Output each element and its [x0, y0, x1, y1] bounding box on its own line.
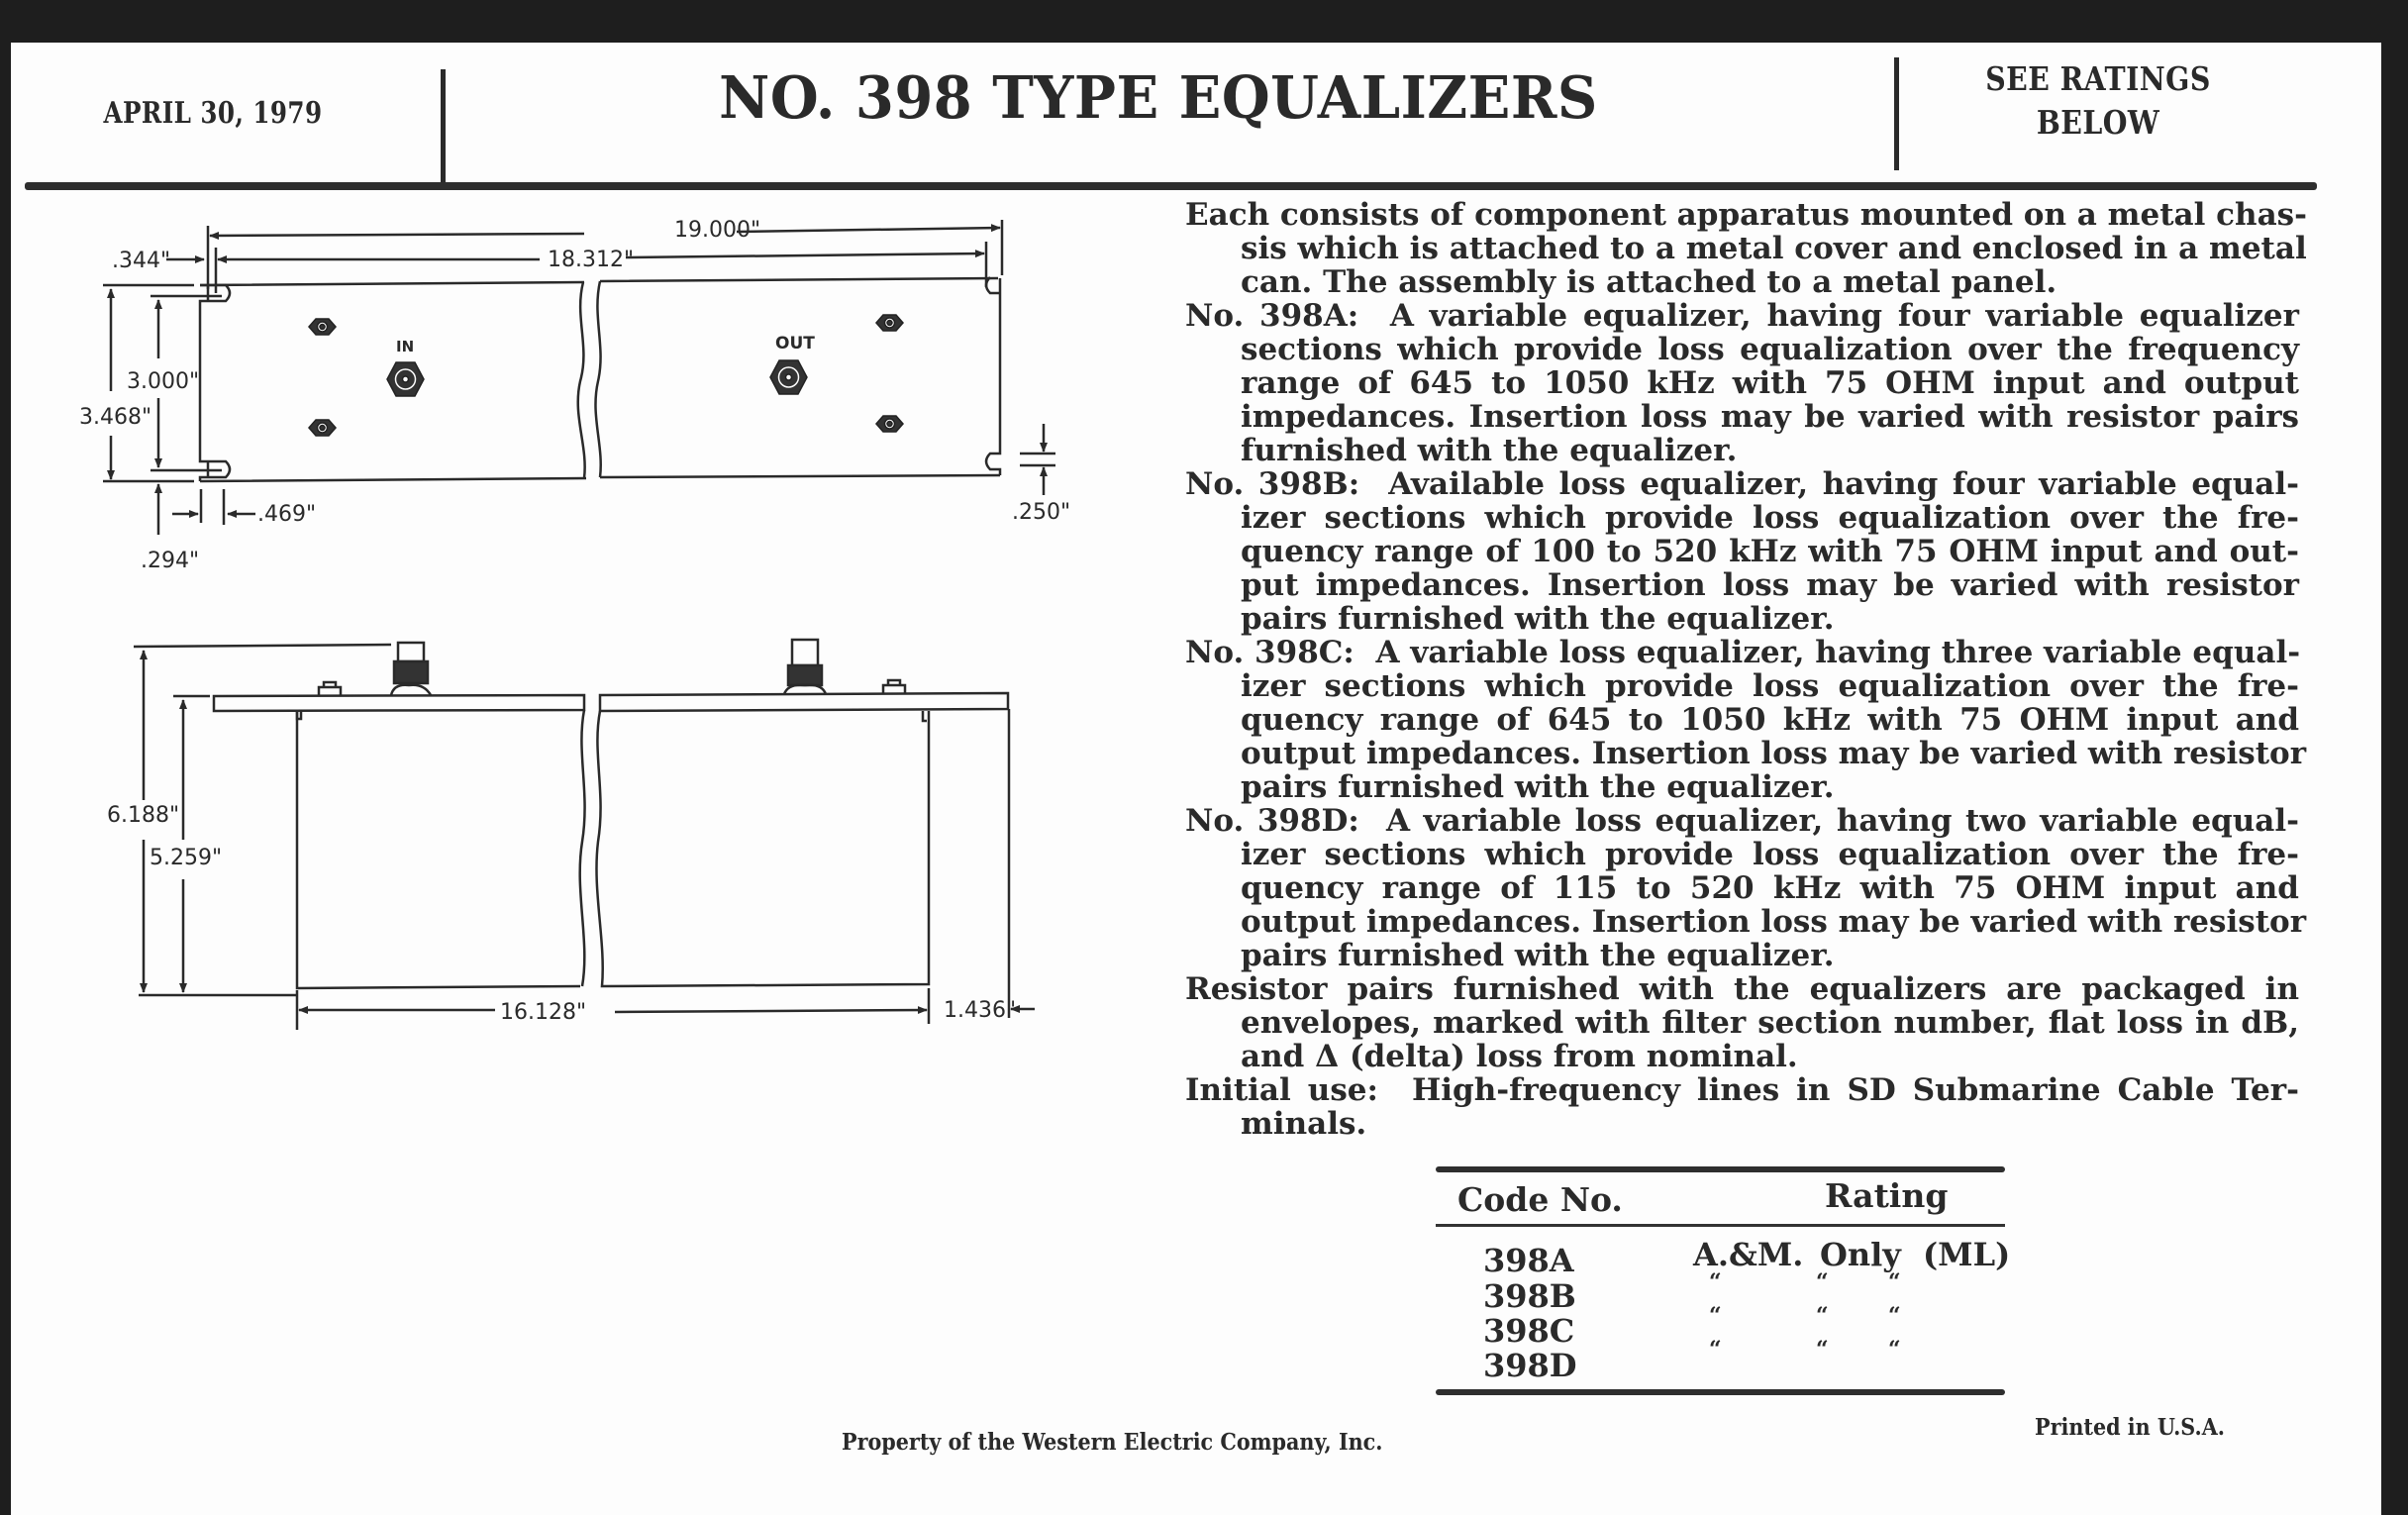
row-rating-1: “	[1709, 1303, 1722, 1329]
rating-note	[1915, 57, 2281, 145]
ratings-table	[1436, 1166, 2011, 1399]
dim-label-469: .469"	[257, 502, 317, 527]
header-divider-right	[1894, 57, 1899, 170]
intro-line: sis which is attached to a metal cover and enclosed in a metal	[1241, 231, 2307, 266]
initial-use	[1185, 1073, 2299, 1141]
dim-5259-line	[173, 696, 210, 992]
item-398c	[1185, 635, 2307, 805]
side-view-right	[596, 640, 1008, 986]
item-line: izer sections which provide loss equalization over the fre-	[1241, 500, 2299, 536]
row-rating-3: “	[1888, 1337, 1901, 1363]
row-rating-2: Only	[1820, 1236, 1901, 1273]
item-code: No. 398A:	[1185, 298, 1359, 334]
in-connector-icon	[387, 362, 424, 396]
item-line: pairs furnished with the equalizer.	[1241, 938, 1835, 973]
row-rating-2: “	[1816, 1303, 1829, 1329]
out-connector-icon	[770, 360, 807, 394]
resistor-note-line: and Δ (delta) loss from nominal.	[1241, 1039, 1798, 1074]
in-label: IN	[396, 338, 415, 355]
item-line: sections which provide loss equalization over the frequency	[1241, 332, 2299, 367]
dim-294-line	[158, 484, 255, 535]
dim-label-16128: 16.128"	[500, 1000, 587, 1025]
row-rating-1: “	[1709, 1269, 1722, 1295]
dim-label-3000: 3.000"	[127, 369, 200, 394]
dim-label-344: .344"	[112, 249, 171, 273]
row-rating-2: “	[1816, 1269, 1829, 1295]
row-rating-3: “	[1888, 1269, 1901, 1295]
item-398b	[1185, 467, 2299, 636]
item-line: izer sections which provide loss equalization over the fre-	[1241, 837, 2299, 872]
mounting-nut-icon	[876, 315, 903, 331]
initial-use-line: High-frequency lines in SD Submarine Cable Ter-	[1411, 1072, 2299, 1108]
item-398d	[1185, 803, 2307, 973]
row-code: 398A	[1483, 1242, 1574, 1279]
item-code: No. 398B:	[1185, 466, 1360, 502]
mounting-nut-icon	[309, 420, 336, 436]
out-label: OUT	[775, 334, 815, 354]
dim-16128-line	[297, 709, 1035, 1030]
side-view-left	[214, 643, 585, 988]
item-line: put impedances. Insertion loss may be varied with resistor	[1241, 567, 2299, 603]
initial-use-label: Initial use:	[1185, 1072, 1378, 1108]
row-rating-2: “	[1816, 1337, 1829, 1363]
dim-250-line	[1020, 424, 1055, 495]
resistor-note-line: Resistor pairs furnished with the equalizers are packaged in	[1185, 971, 2299, 1007]
item-line: output impedances. Insertion loss may be varied with resistor	[1241, 736, 2307, 771]
row-rating-1: A.&M.	[1693, 1236, 1804, 1273]
row-rating-1: “	[1709, 1337, 1722, 1363]
initial-use-line: minals.	[1241, 1106, 1367, 1142]
item-line: pairs furnished with the equalizer.	[1241, 769, 1835, 805]
dim-label-3468: 3.468"	[79, 405, 152, 430]
item-line: furnished with the equalizer.	[1241, 433, 1738, 468]
col-header-rating: Rating	[1825, 1176, 1949, 1215]
mounting-nut-icon	[309, 319, 336, 335]
printed-notice: Printed in U.S.A.	[2035, 1414, 2225, 1441]
item-line: Available loss equalizer, having four variable equal-	[1388, 466, 2299, 502]
dim-label-294: .294"	[141, 549, 200, 573]
item-line: quency range of 645 to 1050 kHz with 75 OHM input and	[1241, 702, 2299, 738]
mounting-nut-icon	[876, 416, 903, 432]
item-line: A variable loss equalizer, having three variable equal-	[1375, 635, 2301, 670]
item-code: No. 398D:	[1185, 803, 1359, 839]
table-top-rule	[1436, 1166, 2005, 1172]
item-line: pairs furnished with the equalizer.	[1241, 601, 1835, 637]
intro-line: can. The assembly is attached to a metal panel.	[1241, 264, 2057, 300]
item-line: quency range of 115 to 520 kHz with 75 OHM input and	[1241, 870, 2299, 906]
equalizer-dimension-drawing	[0, 0, 1168, 1089]
item-line: impedances. Insertion loss may be varied with resistor pairs	[1241, 399, 2299, 435]
dim-label-6188: 6.188"	[107, 803, 180, 828]
dim-label-5259: 5.259"	[150, 846, 223, 870]
item-line: quency range of 100 to 520 kHz with 75 OHM input and out-	[1241, 534, 2299, 569]
item-code: No. 398C:	[1185, 635, 1354, 670]
intro-paragraph	[1185, 197, 2307, 300]
row-rating-3: “	[1888, 1303, 1901, 1329]
row-code: 398D	[1483, 1347, 1577, 1384]
dim-label-19000: 19.000"	[674, 218, 761, 243]
item-line: A variable equalizer, having four variable equalizer	[1389, 298, 2299, 334]
item-line: izer sections which provide loss equalization over the fre-	[1241, 668, 2299, 704]
item-line: A variable loss equalizer, having two variable equal-	[1385, 803, 2299, 839]
description-block	[1185, 197, 2307, 1149]
page-title: NO. 398 TYPE EQUALIZERS	[719, 63, 1598, 133]
dim-label-1436: 1.436"	[944, 998, 1017, 1023]
dim-label-18312: 18.312"	[548, 248, 635, 272]
table-header-rule	[1436, 1224, 2005, 1227]
col-header-code: Code No.	[1457, 1180, 1623, 1219]
intro-line: Each consists of component apparatus mounted on a metal chas-	[1185, 197, 2307, 233]
row-code: 398B	[1483, 1277, 1576, 1315]
issue-date: APRIL 30, 1979	[103, 96, 323, 131]
item-line: output impedances. Insertion loss may be varied with resistor	[1241, 904, 2307, 940]
rating-note-line2: BELOW	[2036, 103, 2160, 142]
dim-label-250: .250"	[1012, 500, 1071, 525]
row-code: 398C	[1483, 1312, 1575, 1350]
item-line: range of 645 to 1050 kHz with 75 OHM input and output	[1241, 365, 2299, 401]
resistor-note	[1185, 972, 2299, 1073]
rating-note-line1: SEE RATINGS	[1985, 59, 2211, 98]
item-398a	[1185, 299, 2299, 467]
resistor-note-line: envelopes, marked with filter section number, flat loss in dB,	[1241, 1005, 2299, 1041]
property-notice: Property of the Western Electric Company, Inc.	[842, 1429, 1383, 1456]
row-rating-3: (ML)	[1923, 1236, 2011, 1273]
table-bottom-rule	[1436, 1389, 2005, 1395]
